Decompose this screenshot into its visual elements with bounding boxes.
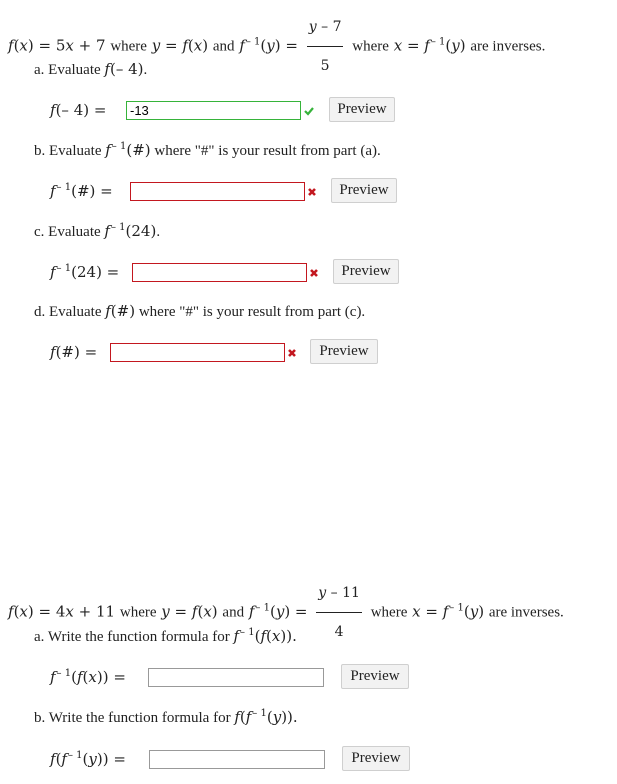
x-mark-icon [309, 268, 319, 278]
p2-part-b-answer-input[interactable] [149, 750, 325, 769]
p2-part-b-prompt: b. Write the function formula for f(f $^{- 1}$(y)). [34, 708, 298, 726]
p2-part-a-answer-input[interactable] [148, 668, 324, 687]
part-d-lhs: f(#) = [50, 343, 98, 361]
checkmark-icon [304, 106, 314, 116]
part-b-lhs: f $^{- 1}$(#) = [50, 182, 113, 200]
part-a-answer-input[interactable] [126, 101, 301, 120]
part-d-answer-input[interactable] [110, 343, 285, 362]
p2-part-a-prompt: a. Write the function formula for f $^{- 1}$(f(x)). [34, 627, 297, 645]
part-b-prompt: b. Evaluate f $^{- 1}$(#) where "#" is your result from part (a). [34, 141, 381, 159]
part-a-preview-button[interactable]: Preview [329, 97, 395, 122]
p2-part-a-preview-button[interactable]: Preview [341, 664, 409, 689]
part-d-preview-button[interactable]: Preview [310, 339, 378, 364]
part-c-answer-input[interactable] [132, 263, 307, 282]
part-a-prompt: a. Evaluate f(– 4). [34, 60, 148, 78]
part-c-prompt: c. Evaluate f $^{- 1}$(24). [34, 222, 161, 240]
problem2-statement: f(x) = 4x + 11 where y = f(x) and f $^{- 1}$(y) = $\frac{y - 11}{4}$ where x = f $^{- 1}$(y) are inverses. [8, 576, 564, 649]
part-d-prompt: d. Evaluate f(#) where "#" is your result from part (c). [34, 302, 366, 320]
x-mark-icon [307, 187, 317, 197]
inverse-fraction: $\frac{y - 7}{5}$ [307, 10, 344, 83]
part-c-preview-button[interactable]: Preview [333, 259, 399, 284]
part-b-answer-input[interactable] [130, 182, 305, 201]
x-mark-icon [287, 348, 297, 358]
inverse-fraction: $\frac{y - 11}{4}$ [316, 576, 362, 649]
p2-part-b-preview-button[interactable]: Preview [342, 746, 410, 771]
part-a-lhs: f(– 4) = [50, 101, 107, 119]
part-c-lhs: f $^{- 1}$(24) = [50, 263, 120, 281]
problem1-statement: f(x) = 5x + 7 where y = f(x) and f $^{- 1}$(y) = $\frac{y - 7}{5}$ where x = f $^{- 1}$(y) are inverses. [8, 10, 545, 83]
part-b-preview-button[interactable]: Preview [331, 178, 397, 203]
p2-part-a-lhs: f $^{- 1}$(f(x)) = [50, 668, 126, 686]
p2-part-b-lhs: f(f $^{- 1}$(y)) = [50, 750, 126, 768]
